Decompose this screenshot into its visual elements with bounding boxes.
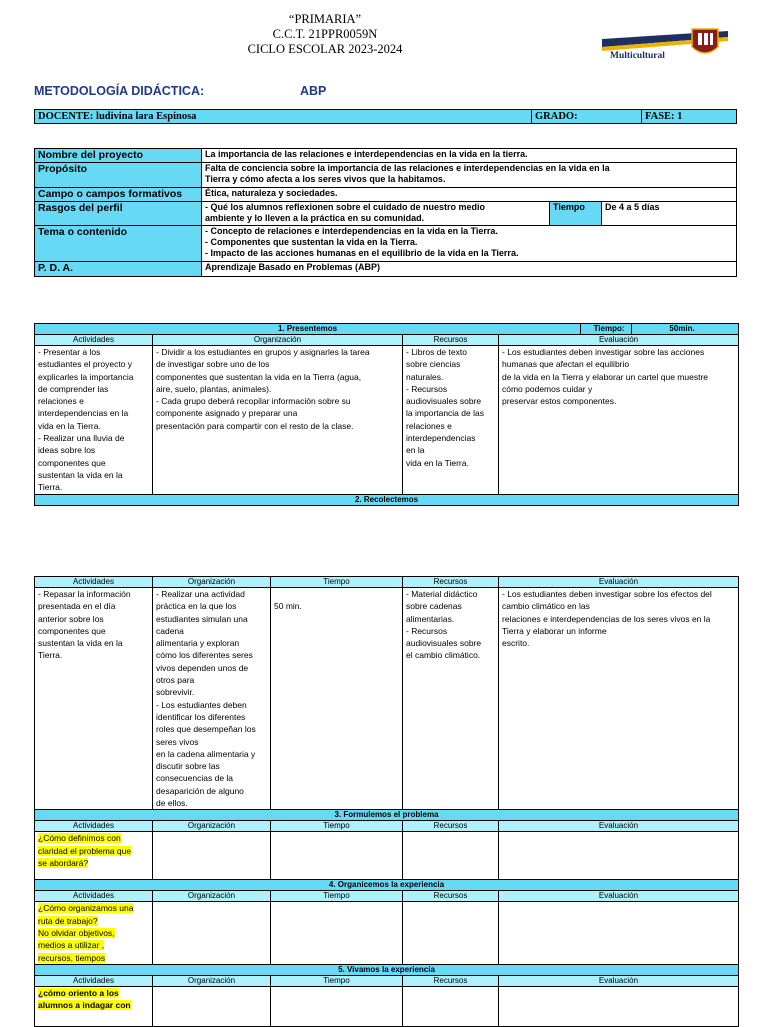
section1-title: 1. Presentemos: [35, 324, 581, 335]
tema-value: - Concepto de relaciones e interdependencias en la vida en la Tierra. - Componentes que sustentan la vida en la Tierra. - Impacto de las acciones humanas en el equilibrio de la vida en la Tierra.: [202, 226, 737, 262]
col-organizacion: Organización: [153, 577, 271, 588]
docente-table: [34, 109, 737, 124]
section4-tiempo: [271, 902, 403, 964]
metodologia-value: ABP: [300, 84, 327, 98]
pda-value: Aprendizaje Basado en Problemas (ABP): [202, 262, 737, 277]
rasgos-value: - Qué los alumnos reflexionen sobre el cuidado de nuestro medio ambiente y lo lleven a la práctica en su comunidad.: [202, 202, 550, 226]
section4-title: 4. Organicemos la experiencia: [35, 880, 739, 891]
project-table: [34, 148, 737, 277]
col-actividades: Actividades: [35, 335, 153, 346]
col-organizacion: Organización: [153, 335, 403, 346]
section2-tiempo: 50 min.: [271, 588, 403, 810]
section5-recursos: [403, 986, 499, 1026]
col-actividades: Actividades: [35, 577, 153, 588]
proposito-value: Falta de conciencia sobre la importancia de las relaciones e interdependencias en la vida en la Tierra y cómo afecta a los seres vivos que la habitamos.: [202, 163, 737, 188]
col-recursos: Recursos: [403, 335, 499, 346]
col-recursos: Recursos: [403, 891, 499, 902]
section2-recursos: - Material didáctico sobre cadenas alimentarias. - Recursos audiovisuales sobre el cambio climático.: [403, 588, 499, 810]
col-actividades: Actividades: [35, 891, 153, 902]
section5-evaluacion: [499, 986, 739, 1026]
col-evaluacion: Evaluación: [499, 975, 739, 986]
section1-evaluacion: - Los estudiantes deben investigar sobre las acciones humanas que afectan el equilibrio de la vida en la Tierra y elaborar un cartel que muestre cómo podemos cuidar y preservar estos componentes.: [499, 346, 739, 495]
col-evaluacion: Evaluación: [499, 891, 739, 902]
section2-title: 2. Recolectemos: [35, 494, 739, 505]
section5-organizacion: [153, 986, 271, 1026]
tema-label: Tema o contenido: [35, 226, 202, 262]
col-tiempo: Tiempo: [271, 975, 403, 986]
section1-actividades: - Presentar a los estudiantes el proyecto y explicarles la importancia de comprender las relaciones e interdependencias en la vida en la Tierra. - Realizar una lluvia de ideas sobre los componentes que sustentan la vida en la Tierra.: [35, 346, 153, 495]
campo-value: Ética, naturaleza y sociedades.: [202, 188, 737, 202]
metodologia-label: METODOLOGÍA DIDÁCTICA:: [34, 84, 205, 98]
section4-actividades: ¿Cómo organizamos una ruta de trabajo? No olvidar objetivos, medios a utilizar , recursos, tiempos: [35, 902, 153, 964]
section1-tiempo: Tiempo: 50min.: [581, 324, 739, 335]
pda-label: P. D. A.: [35, 262, 202, 277]
col-tiempo: Tiempo: [271, 821, 403, 832]
campo-label: Campo o campos formativos: [35, 188, 202, 202]
tiempo-value: De 4 a 5 días: [602, 202, 737, 226]
section3-recursos: [403, 832, 499, 880]
fase-cell: FASE: 1: [642, 110, 737, 124]
section5-tiempo: [271, 986, 403, 1026]
section5-title: 5. Vivamos la experiencia: [35, 964, 739, 975]
col-actividades: Actividades: [35, 975, 153, 986]
col-organizacion: Organización: [153, 975, 271, 986]
school-level: “PRIMARIA”: [288, 12, 362, 26]
section3-title: 3. Formulemos el problema: [35, 810, 739, 821]
section2-organizacion: - Realizar una actividad práctica en la que los estudiantes simulan una cadena alimentaria y exploran cómo los diferentes seres vivos dependen unos de otros para sobrevivir. - Los estudiantes deben identificar los diferentes roles que desempeñan los seres vivos en la cadena alimentaria y discutir sobre las consecuencias de la desaparición de alguno de ellos.: [153, 588, 271, 810]
section2-evaluacion: - Los estudiantes deben investigar sobre los efectos del cambio climático en las relaciones e interdependencias de los seres vivos en la Tierra y elaborar un informe escrito.: [499, 588, 739, 810]
col-actividades: Actividades: [35, 821, 153, 832]
section5-actividades: ¿cómo oriento a los alumnos a indagar con: [35, 986, 153, 1026]
col-organizacion: Organización: [153, 821, 271, 832]
col-tiempo: Tiempo: [271, 891, 403, 902]
col-evaluacion: Evaluación: [499, 335, 739, 346]
proposito-label: Propósito: [35, 163, 202, 188]
col-tiempo: Tiempo: [271, 577, 403, 588]
col-evaluacion: Evaluación: [499, 821, 739, 832]
grado-cell: GRADO:: [532, 110, 642, 124]
col-organizacion: Organización: [153, 891, 271, 902]
section4-evaluacion: [499, 902, 739, 964]
col-recursos: Recursos: [403, 975, 499, 986]
section2-actividades: - Repasar la información presentada en el día anterior sobre los componentes que sustentan la vida en la Tierra.: [35, 588, 153, 810]
section3-organizacion: [153, 832, 271, 880]
nombre-label: Nombre del proyecto: [35, 149, 202, 163]
school-year: CICLO ESCOLAR 2023-2024: [247, 42, 403, 56]
section3-actividades: ¿Cómo definimos con claridad el problema que se abordará?: [35, 832, 153, 880]
section2-table: [34, 576, 739, 1027]
school-cct: C.C.T. 21PPR0059N: [272, 27, 378, 41]
docente-cell: DOCENTE: ludivina lara Espinosa: [35, 110, 532, 124]
section1-organizacion: - Dividir a los estudiantes en grupos y asignarles la tarea de investigar sobre uno de los componentes que sustentan la vida en la Tierra (agua, aire, suelo, plantas, animales). - Cada grupo deberá recopilar información sobre su componente asignado y preparar una presentación para compartir con el resto de la clase.: [153, 346, 403, 495]
nombre-value: La importancia de las relaciones e interdependencias en la vida en la tierra.: [202, 149, 737, 163]
section3-tiempo: [271, 832, 403, 880]
section4-recursos: [403, 902, 499, 964]
section4-organizacion: [153, 902, 271, 964]
section3-evaluacion: [499, 832, 739, 880]
col-recursos: Recursos: [403, 821, 499, 832]
section1-recursos: - Libros de texto sobre ciencias naturales. - Recursos audiovisuales sobre la importancia de las relaciones e interdependencias en la vida en la Tierra.: [403, 346, 499, 495]
col-evaluacion: Evaluación: [499, 577, 739, 588]
tiempo-label: Tiempo: [550, 202, 602, 226]
logo-text: Multicultural: [610, 51, 665, 61]
rasgos-label: Rasgos del perfil: [35, 202, 202, 226]
section1-table: [34, 323, 739, 506]
col-recursos: Recursos: [403, 577, 499, 588]
